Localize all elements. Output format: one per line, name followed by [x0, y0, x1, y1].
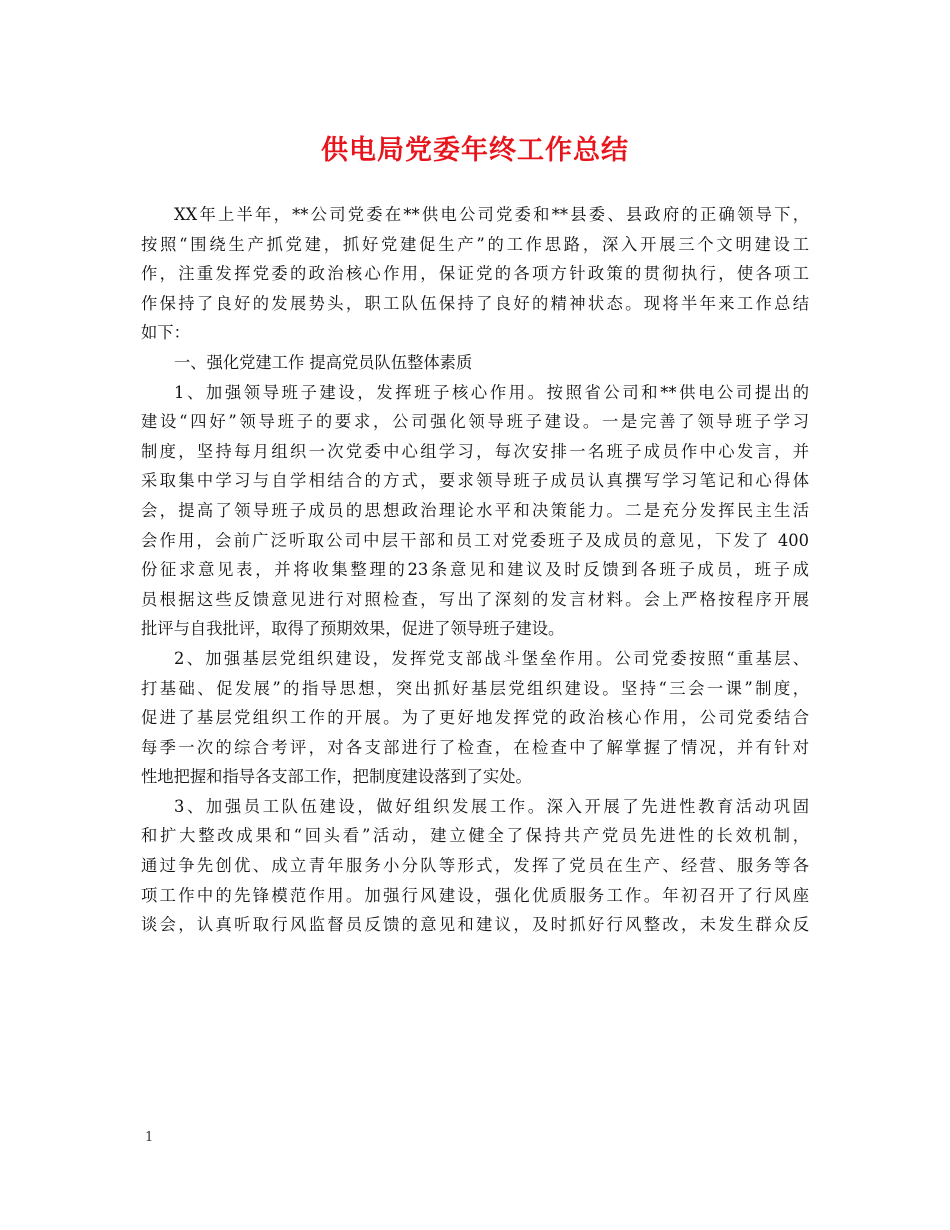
paragraph-line: 批评与自我批评，取得了预期效果，促进了领导班子建设。 [141, 619, 565, 639]
paragraph-line: 2、加强基层党组织建设，发挥党支部战斗堡垒作用。公司党委按照“重基层、 [174, 648, 809, 668]
paragraph-line: 作，注重发挥党委的政治核心作用，保证党的各项方针政策的贯彻执行，使各项工 [141, 264, 809, 284]
paragraph-line: 3、加强员工队伍建设，做好组织发展工作。深入开展了先进性教育活动巩固 [174, 796, 809, 816]
paragraph-line: 性地把握和指导各支部工作，把制度建设落到了实处。 [141, 767, 532, 787]
paragraph-line: 会作用，会前广泛听取公司中层干部和员工对党委班子及成员的意见，下发了 400 [141, 530, 809, 550]
paragraph-line: 打基础、促发展”的指导思想，突出抓好基层党组织建设。坚持“三会一课”制度， [141, 678, 809, 698]
paragraph-line: 员根据这些反馈意见进行对照检查，写出了深刻的发言材料。会上严格按程序开展 [141, 589, 809, 609]
paragraph-line: 建设“四好”领导班子的要求，公司强化领导班子建设。一是完善了领导班子学习 [141, 412, 809, 432]
paragraph-line: 会，提高了领导班子成员的思想政治理论水平和决策能力。二是充分发挥民主生活 [141, 500, 809, 520]
paragraph-line: 通过争先创优、成立青年服务小分队等形式，发挥了党员在生产、经营、服务等各 [141, 856, 809, 876]
paragraph-line: 作保持了良好的发展势头，职工队伍保持了良好的精神状态。现将半年来工作总结 [141, 293, 809, 313]
paragraph-line: 和扩大整改成果和“回头看”活动，建立健全了保持共产党员先进性的长效机制， [141, 826, 809, 846]
document-body [141, 200, 809, 940]
paragraph-line: 谈会，认真听取行风监督员反馈的意见和建议，及时抓好行风整改，未发生群众反 [141, 915, 809, 935]
paragraph-line: 每季一次的综合考评，对各支部进行了检查，在检查中了解掌握了情况，并有针对 [141, 737, 809, 757]
paragraph-line: 如下： [141, 323, 190, 343]
paragraph-line: 采取集中学习与自学相结合的方式，要求领导班子成员认真撰写学习笔记和心得体 [141, 471, 809, 491]
paragraph-line: 促进了基层党组织工作的开展。为了更好地发挥党的政治核心作用，公司党委结合 [141, 708, 809, 728]
document-title: 供电局党委年终工作总结 [321, 135, 629, 166]
paragraph-line: 1、加强领导班子建设，发挥班子核心作用。按照省公司和**供电公司提出的 [174, 382, 809, 402]
section-heading: 一、强化党建工作 提高党员队伍整体素质 [174, 352, 473, 372]
paragraph-line: 按照“围绕生产抓党建，抓好党建促生产”的工作思路，深入开展三个文明建设工 [141, 234, 809, 254]
paragraph-line: 份征求意见表，并将收集整理的23条意见和建议及时反馈到各班子成员，班子成 [141, 560, 809, 580]
paragraph-line: XX年上半年，**公司党委在**供电公司党委和**县委、县政府的正确领导下， [174, 205, 809, 224]
paragraph-line: 项工作中的先锋模范作用。加强行风建设，强化优质服务工作。年初召开了行风座 [141, 885, 809, 905]
paragraph-line: 制度，坚持每月组织一次党委中心组学习，每次安排一名班子成员作中心发言，并 [141, 441, 809, 461]
page-number: 1 [145, 1130, 154, 1145]
